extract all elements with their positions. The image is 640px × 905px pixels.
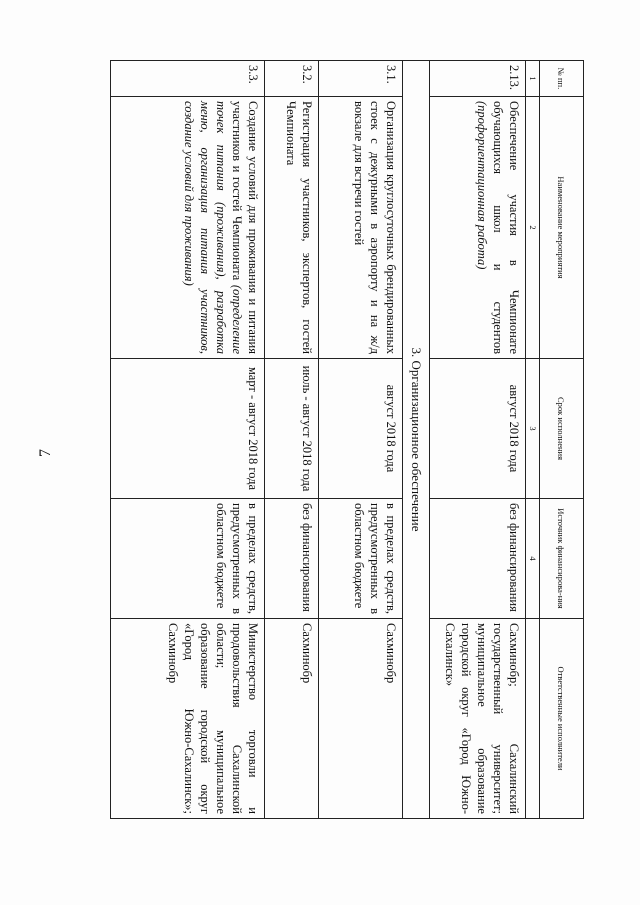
header-source: Источник финансирова-ния xyxy=(540,499,584,619)
funding-source: в пределах средств, предусмотренных в областном бюджете xyxy=(319,499,403,619)
term: август 2018 года xyxy=(430,359,526,499)
funding-source: без финансирования xyxy=(430,499,526,619)
table-row xyxy=(430,61,526,819)
measure-name-note: (определение точек питания (проживания), разработка меню, организация питания участников, создание условий для проживания) xyxy=(182,101,244,354)
measure-name-text: Создание условий для проживания и питания участников и гостей Чемпионата xyxy=(230,101,260,354)
header-name: Наименование мероприятия xyxy=(540,97,584,359)
row-number: 2.13. xyxy=(430,61,526,97)
header-responsible: Ответственные исполнители xyxy=(540,619,584,819)
section-row xyxy=(403,61,430,819)
table-row xyxy=(265,61,319,819)
responsible: Министерство торговли и продовольствия Сахалинской области; муниципальное образование городской округ «Город Южно-Сахалинск»; Сахминобр xyxy=(111,619,265,819)
responsible: Сахминобр; Сахалинский государственный университет; муниципальное образование городской округ «Город Южно-Сахалинск» xyxy=(430,619,526,819)
column-number: 4 xyxy=(526,499,540,619)
table-row xyxy=(319,61,403,819)
column-number: 3 xyxy=(526,359,540,499)
term: март - август 2018 года xyxy=(111,359,265,499)
header-row xyxy=(540,61,584,819)
row-number: 3.1. xyxy=(319,61,403,97)
column-number: 1 xyxy=(526,61,540,97)
header-num: № пп. xyxy=(540,61,584,97)
term: июль - август 2018 года xyxy=(265,359,319,499)
funding-source: без финансирования xyxy=(265,499,319,619)
measures-table xyxy=(110,60,584,819)
measure-name: Регистрация участников, экспертов, гостей Чемпионата xyxy=(265,97,319,359)
measure-name-text: Обеспечение участия в Чемпионате обучающихся школ и студентов xyxy=(491,101,521,354)
measure-name-note: (профориентационная работа) xyxy=(475,101,489,270)
measure-name xyxy=(111,97,265,359)
measure-name: Организация круглосуточных брендированных стоек с дежурными в аэропорту и на ж/д вокзале для встречи гостей xyxy=(319,97,403,359)
table-row xyxy=(111,61,265,819)
column-number: 2 xyxy=(526,97,540,359)
responsible: Сахминобр xyxy=(265,619,319,819)
responsible: Сахминобр xyxy=(319,619,403,819)
row-number: 3.3. xyxy=(111,61,265,97)
term: август 2018 года xyxy=(319,359,403,499)
column-number-row xyxy=(526,61,540,819)
section-title: 3. Организационное обеспечение xyxy=(403,61,430,819)
measure-name xyxy=(430,97,526,359)
header-term: Срок исполнения xyxy=(540,359,584,499)
page-number: 7 xyxy=(37,449,54,457)
rotated-table-wrapper xyxy=(110,60,584,818)
column-number xyxy=(526,619,540,819)
row-number: 3.2. xyxy=(265,61,319,97)
funding-source: в пределах средств, предусмотренных в областном бюджете xyxy=(111,499,265,619)
